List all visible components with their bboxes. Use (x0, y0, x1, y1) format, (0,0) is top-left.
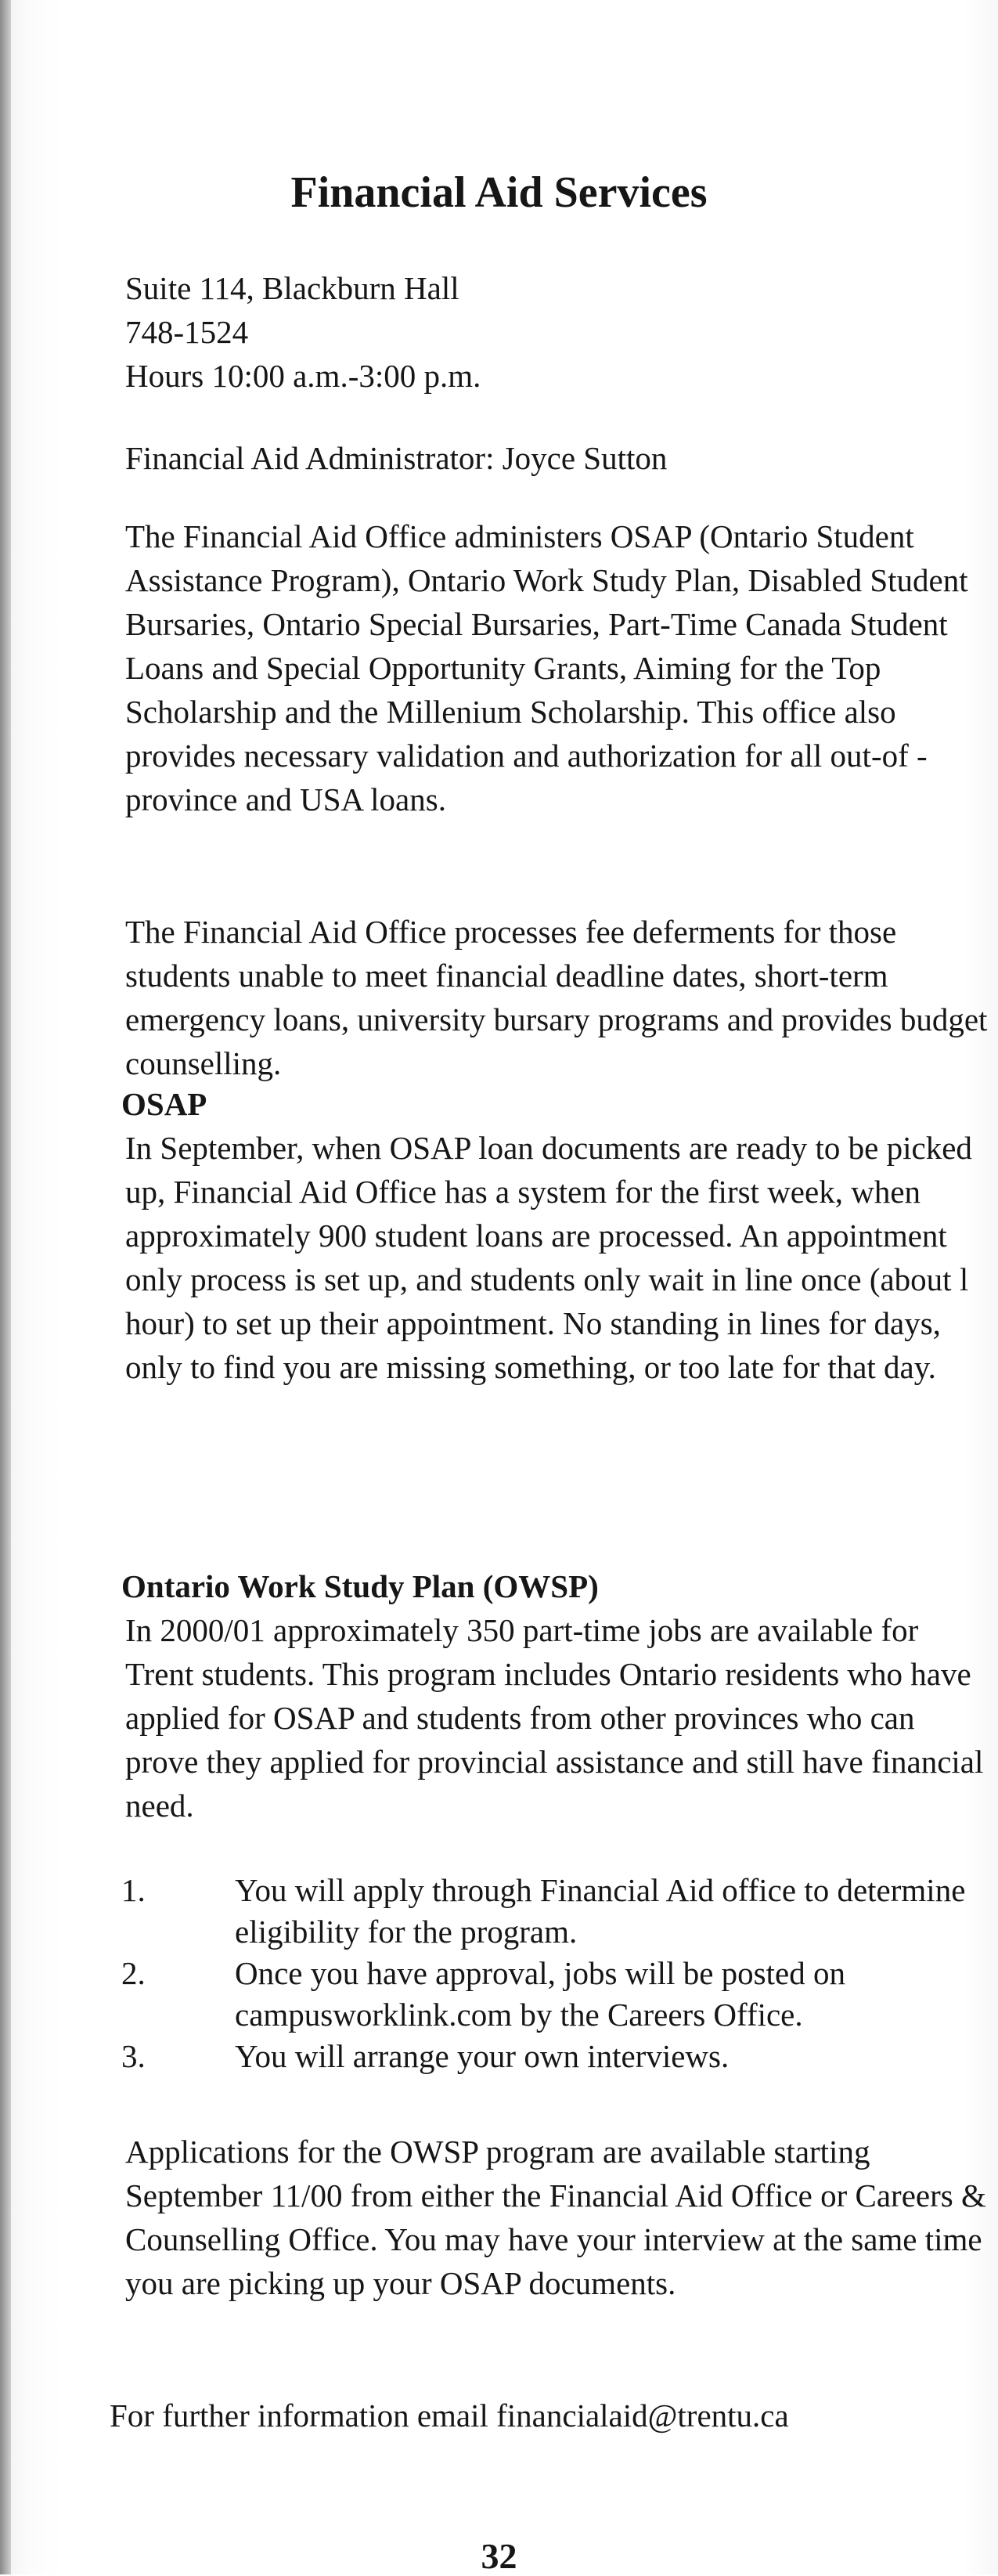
list-item (121, 1953, 994, 2036)
footer-note (110, 2394, 978, 2437)
contact-address: Suite 114, Blackburn Hall (125, 270, 459, 306)
osap-heading: OSAP (121, 1086, 207, 1122)
osap-paragraph-text: In September, when OSAP loan documents are ready to be picked up, Financial Aid Office has a system for the first week, when approximately 900 student loans are processed. An appointment only process is set up, and students only wait in line once (about l hour) to set up their appointment. No standing in lines for days, only to find you are missing something, or too late for that day. (125, 1130, 972, 1385)
administrator-text: Financial Aid Administrator: Joyce Sutton (125, 440, 668, 476)
services-paragraph-text: The Financial Aid Office processes fee deferments for those students unable to meet financial deadline dates, short-term emergency loans, university bursary programs and provides budget counselling. (125, 914, 988, 1081)
list-item-number: 1. (121, 1872, 146, 1908)
owsp-heading: Ontario Work Study Plan (OWSP) (121, 1568, 599, 1604)
administrator-line (125, 436, 994, 480)
list-item-text: You will apply through Financial Aid office to determine eligibility for the program. (235, 1872, 966, 1950)
services-paragraph (125, 910, 994, 1085)
list-item-number: 2. (121, 1955, 146, 1991)
intro-paragraph (125, 514, 994, 821)
contact-phone: 748-1524 (125, 314, 249, 350)
intro-paragraph-text: The Financial Aid Office administers OSAP (Ontario Student Assistance Program), Ontario Work Study Plan, Disabled Student Bursaries, Ontario Special Bursaries, Part-Time Canada Student Loans and Special Opportunity Grants, Aiming for the Top Scholarship and the Millenium Scholarship. This office also provides necessary validation and authorization for all out-of -province and USA loans. (125, 518, 968, 817)
osap-paragraph (125, 1126, 994, 1389)
list-item-text: You will arrange your own interviews. (235, 2038, 730, 2074)
page-number: 32 (481, 2536, 517, 2576)
list-item (121, 1870, 994, 1953)
applications-paragraph (125, 2130, 994, 2305)
owsp-paragraph-text: In 2000/01 approximately 350 part-time jobs are available for Trent students. This program includes Ontario residents who have applied for OSAP and students from other provinces who can prove they applied for provincial assistance and still have financial need. (125, 1612, 984, 1824)
owsp-steps-list (121, 1870, 994, 2077)
applications-paragraph-text: Applications for the OWSP program are available starting September 11/00 from either the Financial Aid Office or Careers & Counselling Office. You may have your interview at the same time you are picking up your OSAP documents. (125, 2134, 986, 2301)
list-item-text: Once you have approval, jobs will be posted on campusworklink.com by the Careers Office. (235, 1955, 845, 2033)
contact-hours: Hours 10:00 a.m.-3:00 p.m. (125, 358, 481, 394)
footer-note-text: For further information email financialaid@trentu.ca (110, 2397, 789, 2433)
list-item-number: 3. (121, 2038, 146, 2074)
list-item (121, 2036, 994, 2077)
owsp-paragraph (125, 1608, 994, 1827)
contact-block (125, 266, 994, 398)
page-title: Financial Aid Services (290, 168, 708, 217)
